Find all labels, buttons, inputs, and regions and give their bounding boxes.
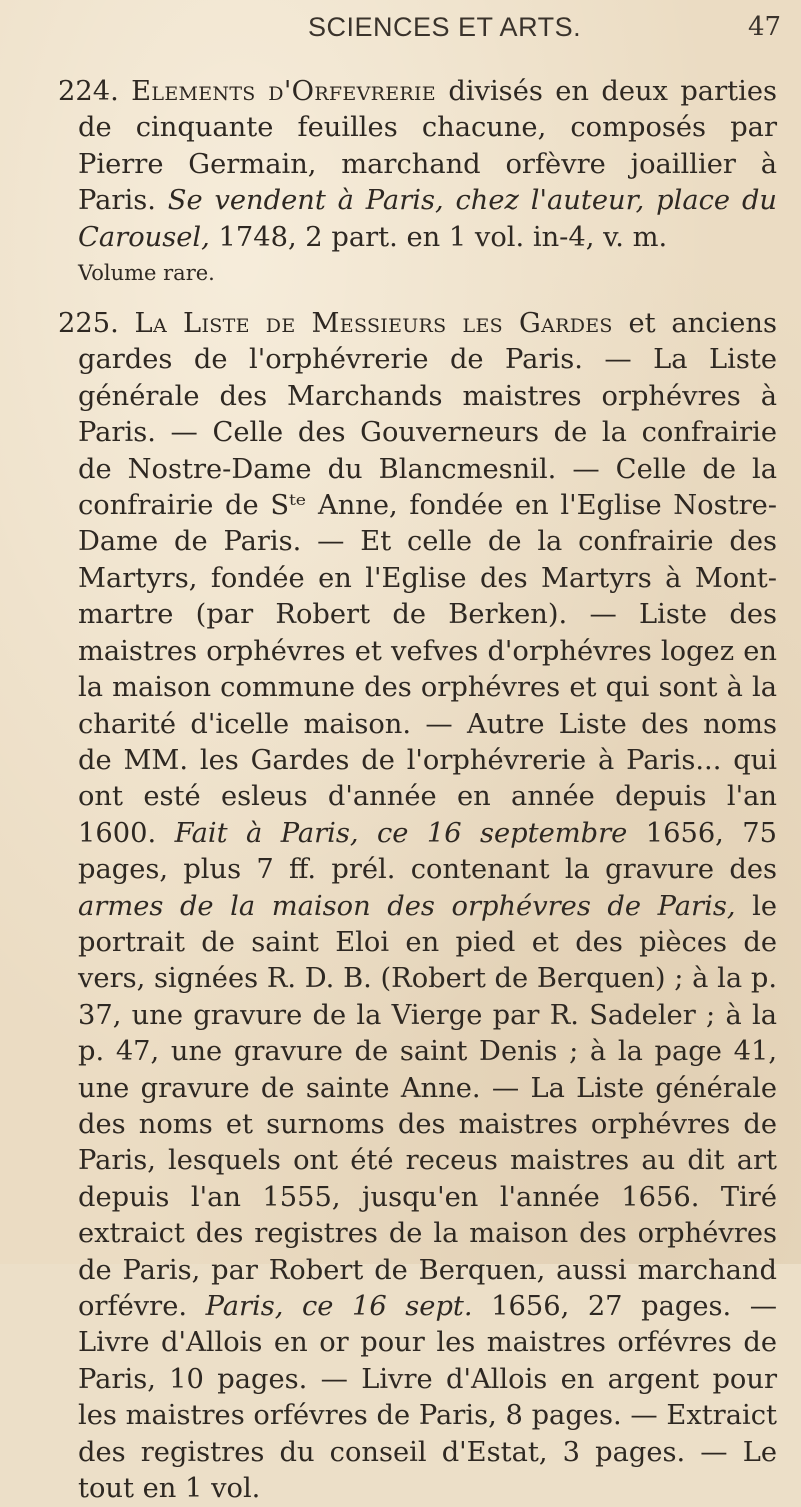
entry-italic-phrase: armes de la maison des orphévres de Paris, [78, 890, 736, 922]
entry-imprint: Paris, ce 16 sept. [205, 1291, 473, 1322]
entry-number: 225. [58, 308, 119, 340]
entry-title: La Liste de Messieurs les Gardes [134, 308, 613, 340]
entry-text: et anciens gardes de l'orphévrerie de Paris. — La Liste générale des Marchands maistres orphévres à Paris. — Celle des Gouverneurs de la confrairie de Nostre-Dame du Blancmesnil. — Celle de la confrairie de Sᵗᵉ Anne, fondée en l'Eglise Nostre-Dame de Paris. — Et celle de la confrairie des Martyrs, fondée en l'Eglise des Martyrs à Mont-martre (par Robert de Berken). — Liste des maistres orphévres et vefves d'orphévres logez en la maison commune des orphévres et qui sont à la charité d'icelle maison. — Autre Liste des noms de MM. les Gardes de l'orphévrerie à Paris... qui ont esté esleus d'année en année depuis l'an 1600. [78, 308, 777, 849]
entry-text: 1748, 2 part. en 1 vol. in-4, v. m. [209, 221, 668, 253]
catalogue-entry-224 [58, 74, 777, 288]
catalogue-entry-225 [58, 306, 777, 1507]
entry-note: Volume rare. [78, 261, 215, 286]
entry-text: divisés en deux parties de cinquante feuilles chacune, composés par Pierre Germain, marchand orfèvre joaillier à Paris. [78, 76, 777, 217]
entry-text: le portrait de saint Eloi en pied et des pièces de vers, signées R. D. B. (Robert de Berquen) ; à la p. 37, une gravure de la Vierge par R. Sadeler ; à la p. 47, une gravure de saint Denis ; à la page 41, une gravure de sainte Anne. — La Liste générale des noms et surnoms des maistres orphévres de Paris, lesquels ont été receus maistres au dit art depuis l'an 1555, jusqu'en l'année 1656. Tiré extraict des registres de la maison des orphévres de Paris, par Robert de Berquen, aussi marchand orfévre. [78, 890, 778, 1322]
entry-number: 224. [58, 76, 119, 107]
entry-title: Elements d'Orfevrerie [131, 76, 436, 107]
entry-imprint: Se vendent à Paris, chez l'auteur, place du Carousel, [78, 185, 777, 253]
entry-text: 1656, 27 pages. — Livre d'Allois en or pour les maistres orfévres de Paris, 10 pages. — Livre d'Allois en argent pour les maistres orfévres de Paris, 8 pages. — Extraict des registres du conseil d'Estat, 3 pages. — Le tout en 1 vol. [78, 1291, 777, 1505]
running-head [0, 8, 801, 48]
entry-text: 1656, 75 pages, plus 7 ff. prél. contenant la gravure des [78, 817, 778, 886]
catalogue-entries [0, 74, 801, 1507]
page-number: 47 [748, 12, 782, 42]
running-title: SCIENCES ET ARTS. [308, 12, 582, 42]
entry-imprint: Fait à Paris, ce 16 septembre [174, 817, 628, 849]
